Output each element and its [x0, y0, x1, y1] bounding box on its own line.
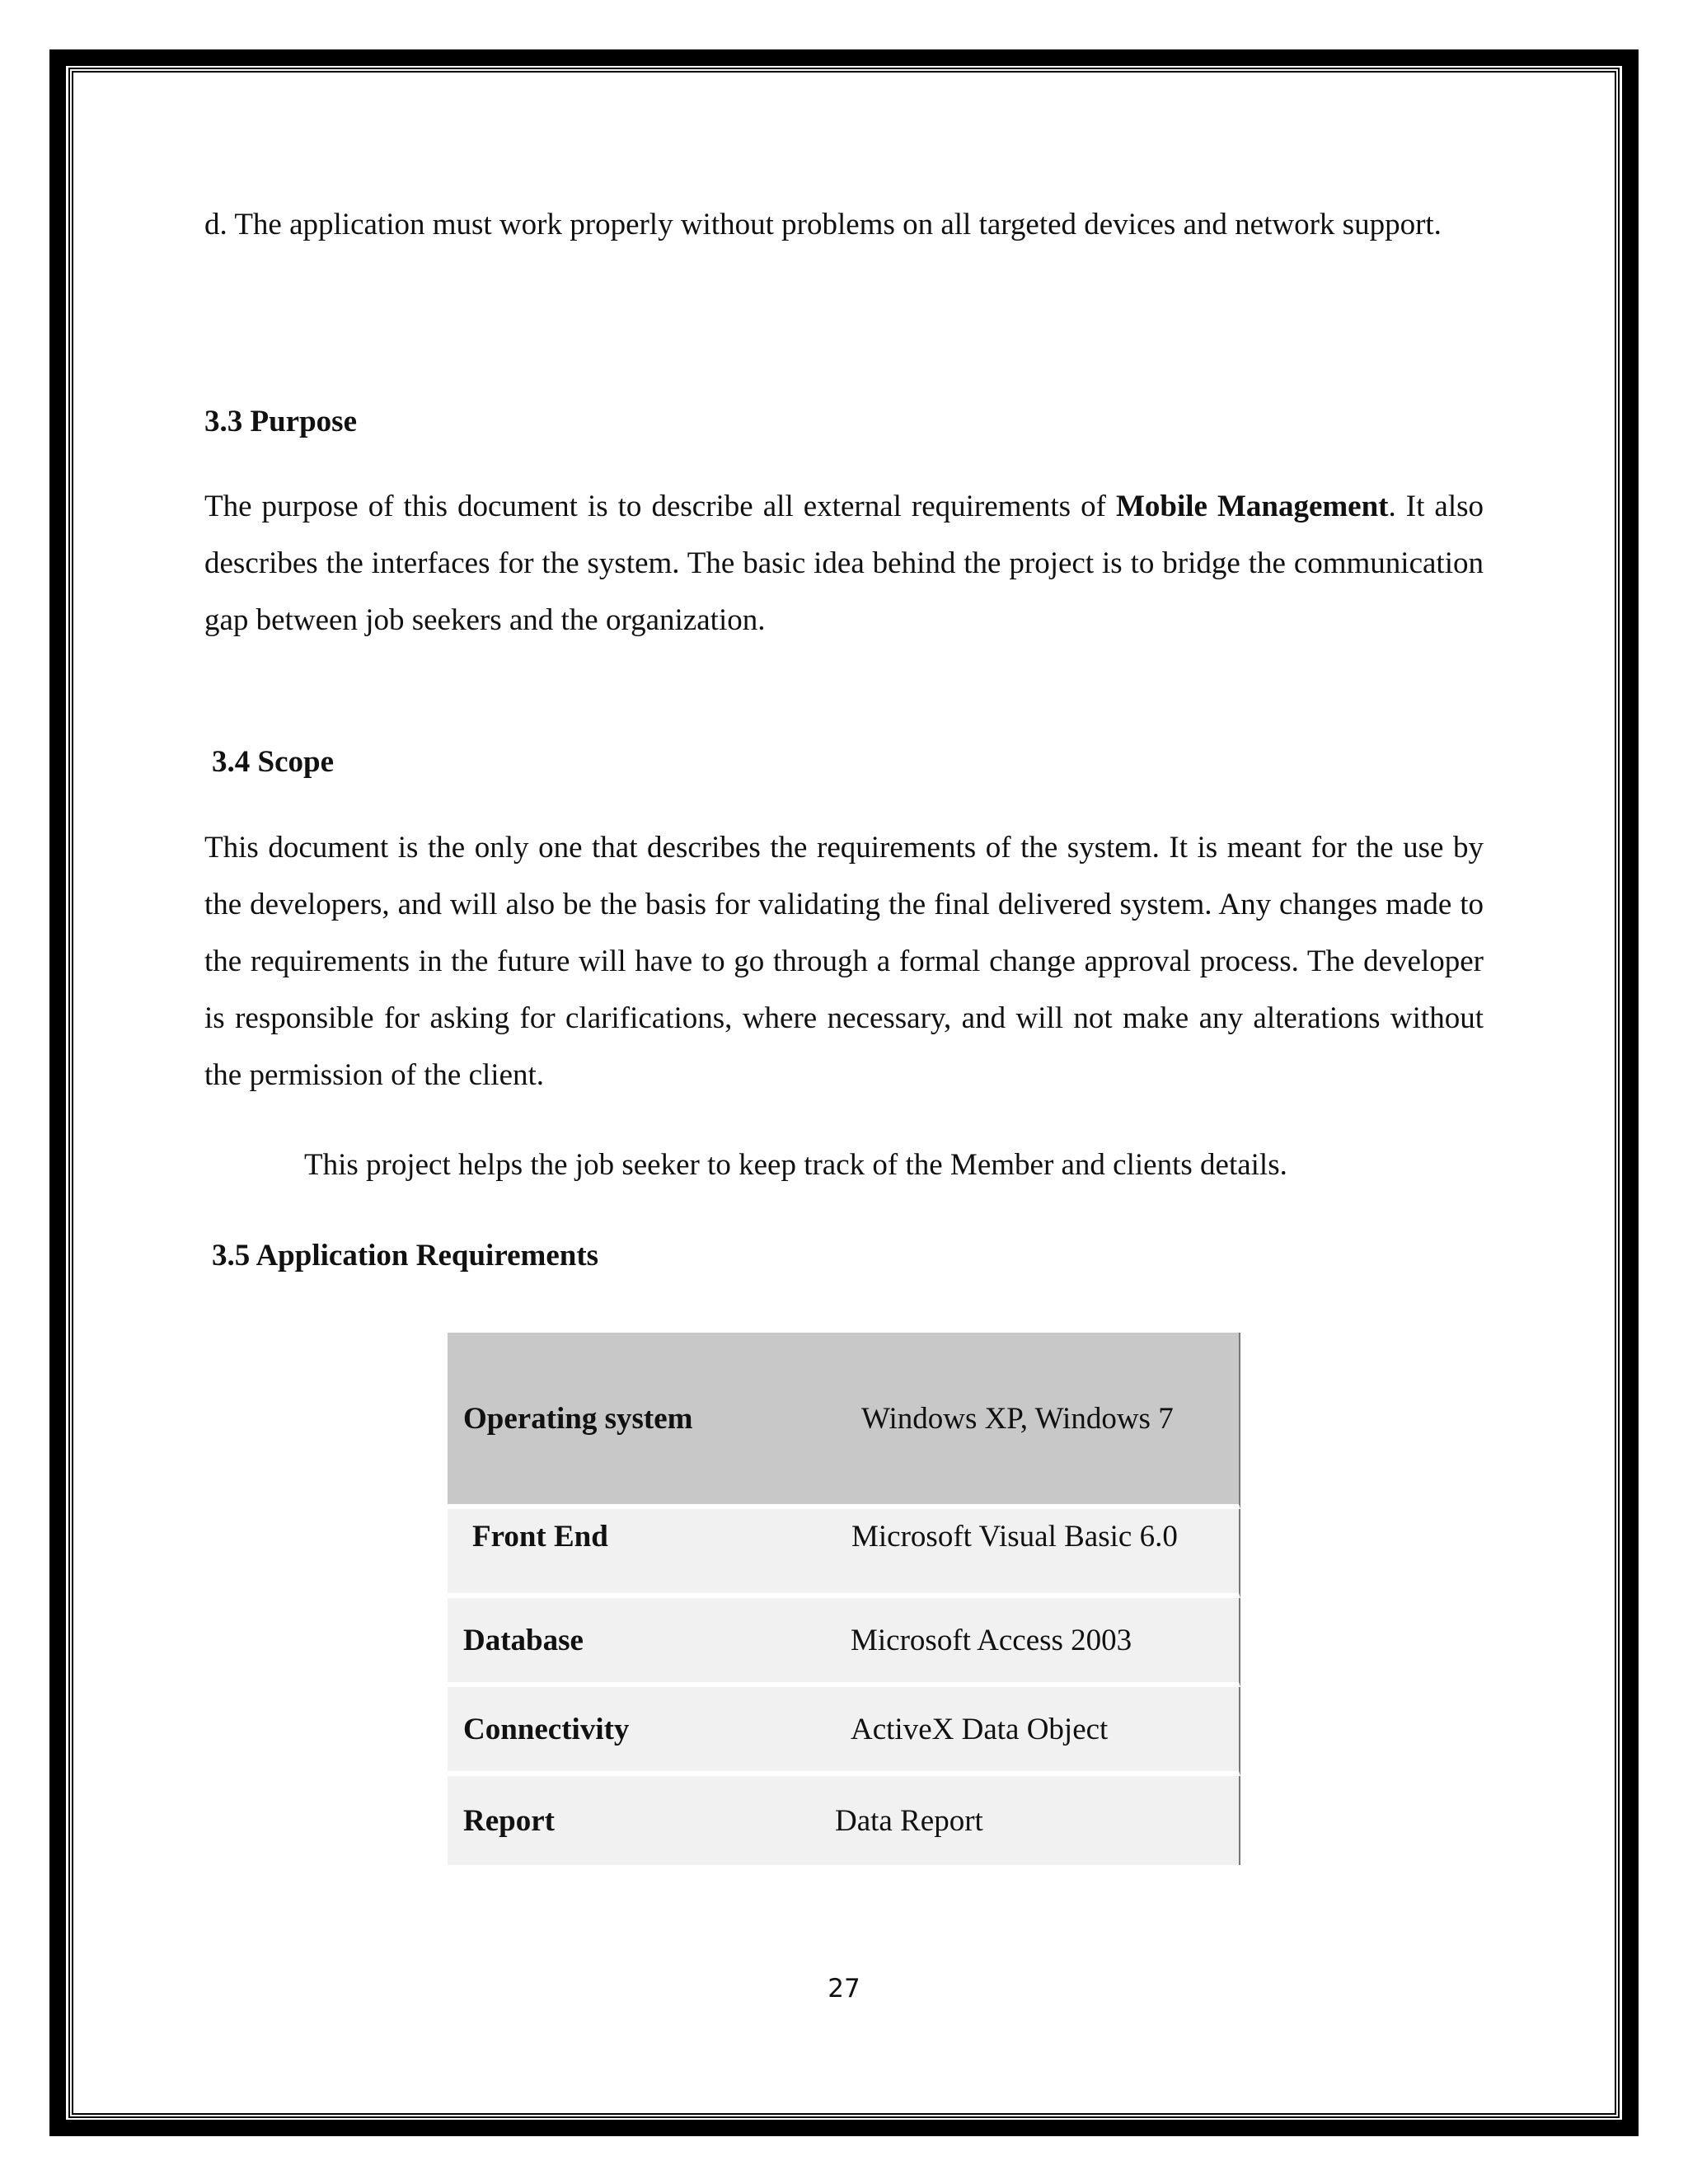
requirement-label: Database [463, 1623, 584, 1657]
purpose-text-after: . It also describes the interfaces for the system. The basic idea behind the project is to bridge the communication gap between job seekers and the organization. [204, 490, 1484, 637]
requirement-value: Data Report [835, 1803, 983, 1838]
page-number: 27 [828, 1974, 860, 2004]
requirements-table [448, 1333, 1240, 1865]
requirement-label: Front End [472, 1520, 608, 1554]
requirement-label: Report [463, 1803, 555, 1838]
purpose-paragraph [204, 478, 1484, 649]
section-heading-purpose: 3.3 Purpose [204, 405, 357, 438]
requirement-label: Connectivity [463, 1712, 630, 1746]
table-row [448, 1776, 1240, 1865]
purpose-text-bold: Mobile Management [1115, 490, 1389, 523]
table-row [448, 1687, 1240, 1776]
requirement-value: ActiveX Data Object [851, 1712, 1109, 1746]
table-row [448, 1509, 1240, 1598]
requirement-value: Microsoft Visual Basic 6.0 [851, 1520, 1178, 1554]
section-heading-scope: 3.4 Scope [212, 745, 334, 779]
scope-paragraph: This document is the only one that describes the requirements of the system. It is meant for the use by the developers, and will also be the basis for validating the final delivered system. Any changes made to the requirements in the future will have to go through a formal change approval process. The developer is responsible for asking for clarifications, where necessary, and will not make any alterations without the permission of the client. [204, 831, 1484, 1092]
table-row [448, 1598, 1240, 1687]
scope-indented-paragraph: This project helps the job seeker to keep track of the Member and clients details. [304, 1148, 1287, 1182]
intro-paragraph: d. The application must work properly without problems on all targeted devices and network support. [204, 208, 1442, 241]
purpose-text-before: The purpose of this document is to describe all external requirements of [204, 490, 1116, 523]
requirement-value: Microsoft Access 2003 [851, 1623, 1132, 1657]
requirement-value: Windows XP, Windows 7 [861, 1401, 1174, 1436]
requirement-label: Operating system [463, 1401, 693, 1436]
section-heading-application-requirements: 3.5 Application Requirements [212, 1239, 599, 1272]
table-row [448, 1333, 1240, 1509]
